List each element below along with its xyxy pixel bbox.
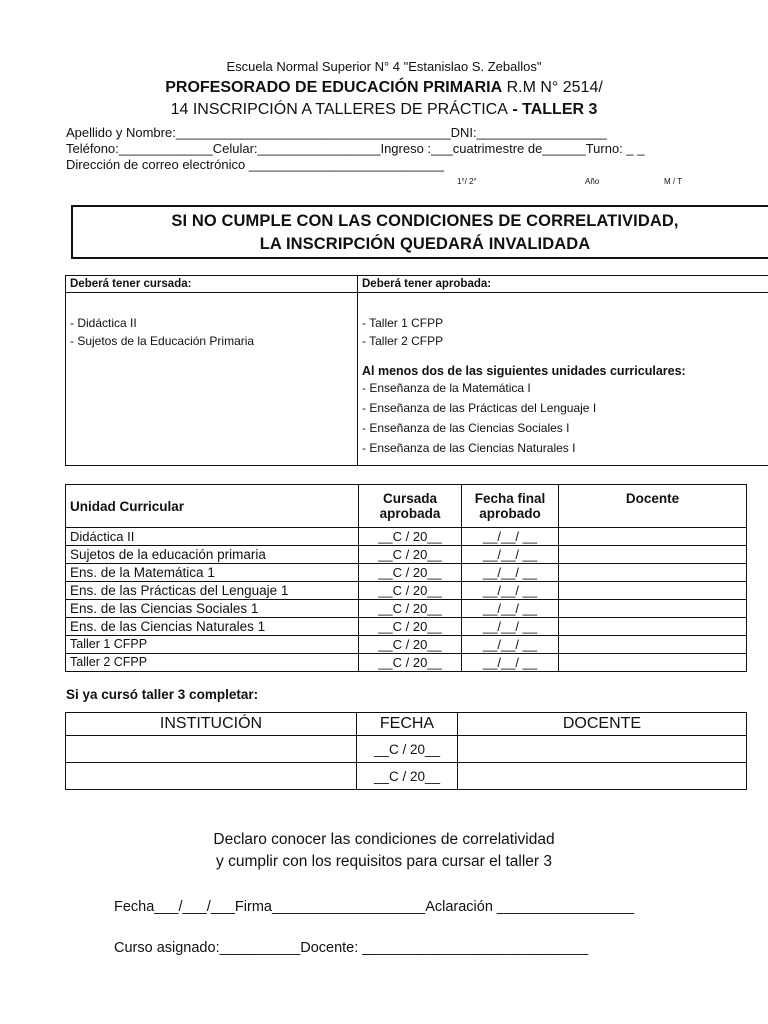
cursada-cell[interactable]: __C / 20__ xyxy=(359,654,462,672)
institucion-cell[interactable] xyxy=(66,736,357,763)
taller3-table xyxy=(65,712,747,790)
course-assignment-line[interactable]: Curso asignado:__________Docente: ____________________________ xyxy=(114,940,589,956)
table-row xyxy=(66,600,747,618)
unit-name: Didáctica II xyxy=(66,528,359,546)
unit-name: Ens. de las Ciencias Naturales 1 xyxy=(66,618,359,636)
docente-cell[interactable] xyxy=(559,582,747,600)
form-title xyxy=(0,101,768,119)
fecha-cell[interactable]: __/__/ __ xyxy=(462,546,559,564)
table-row xyxy=(66,636,747,654)
unit-name: Ens. de las Ciencias Sociales 1 xyxy=(66,600,359,618)
cursada-cell[interactable]: __C / 20__ xyxy=(359,618,462,636)
aprobada-header: Deberá tener aprobada: xyxy=(358,276,768,293)
table-row xyxy=(66,582,747,600)
docente-cell[interactable] xyxy=(559,654,747,672)
docente-cell[interactable] xyxy=(559,618,747,636)
cursada-item: - Didáctica II xyxy=(70,316,137,330)
form-title-prefix: 14 INSCRIPCIÓN A TALLERES DE PRÁCTICA xyxy=(170,101,508,118)
table-row xyxy=(66,564,747,582)
unit-name: Ens. de la Matemática 1 xyxy=(66,564,359,582)
docente-cell[interactable] xyxy=(559,564,747,582)
table-row xyxy=(66,528,747,546)
table-row xyxy=(66,654,747,672)
docente-cell[interactable] xyxy=(559,546,747,564)
table-row xyxy=(66,546,747,564)
field-email[interactable]: Dirección de correo electrónico ___________________________ xyxy=(66,157,445,172)
warning-line-2: LA INSCRIPCIÓN QUEDARÁ INVALIDADA xyxy=(259,235,591,253)
unit-name: Taller 1 CFPP xyxy=(66,636,359,654)
school-name: Escuela Normal Superior N° 4 "Estanislao S. Zeballos" xyxy=(226,59,542,74)
field-name-dni[interactable]: Apellido y Nombre:______________________________________DNI:__________________ xyxy=(66,125,607,140)
cursada-item: - Sujetos de la Educación Primaria xyxy=(70,334,255,348)
docente-header: DOCENTE xyxy=(458,713,747,736)
institucion-cell[interactable] xyxy=(66,763,357,790)
institucion-header: INSTITUCIÓN xyxy=(66,713,357,736)
docente-col-header: Docente xyxy=(559,485,747,528)
fecha-cell[interactable]: __/__/ __ xyxy=(462,618,559,636)
cursada-cell[interactable]: __C / 20__ xyxy=(359,528,462,546)
hint-year: Año xyxy=(585,177,600,186)
fecha-cell[interactable]: __/__/ __ xyxy=(462,528,559,546)
cursada-cell[interactable]: __C / 20__ xyxy=(359,582,462,600)
option-item: - Enseñanza de las Prácticas del Lenguaje I xyxy=(362,401,597,415)
requirements-table xyxy=(65,275,768,466)
cursada-col-header: Cursada aprobada xyxy=(359,485,462,528)
program-title xyxy=(0,79,768,97)
aprobada-cell xyxy=(358,293,768,466)
option-item: - Enseñanza de las Ciencias Naturales I xyxy=(362,441,576,455)
declaration xyxy=(0,829,768,873)
warning-box xyxy=(71,205,768,259)
unit-name: Ens. de las Prácticas del Lenguaje 1 xyxy=(66,582,359,600)
docente-cell[interactable] xyxy=(458,736,747,763)
declaration-line-2: y cumplir con los requisitos para cursar el taller 3 xyxy=(216,853,552,870)
fecha-cell[interactable]: __/__/ __ xyxy=(462,600,559,618)
fecha-cell[interactable]: __/__/ __ xyxy=(462,582,559,600)
cursada-header: Deberá tener cursada: xyxy=(66,276,358,293)
fecha-cell[interactable]: __C / 20__ xyxy=(357,736,458,763)
fecha-col-header: Fecha final aprobado xyxy=(462,485,559,528)
aprobada-item: - Taller 2 CFPP xyxy=(362,334,444,348)
field-phone-turno[interactable]: Teléfono:_____________Celular:_________________Ingreso :___cuatrimestre de______Turno: _ _ xyxy=(66,141,645,156)
unit-name: Sujetos de la educación primaria xyxy=(66,546,359,564)
hint-cuatrimestre: 1°/ 2° xyxy=(457,177,477,186)
fecha-cell[interactable]: __/__/ __ xyxy=(462,654,559,672)
declaration-line-1: Declaro conocer las condiciones de correlatividad xyxy=(213,831,555,848)
cursada-cell[interactable]: __C / 20__ xyxy=(359,600,462,618)
units-table xyxy=(65,484,747,672)
cursada-cell[interactable]: __C / 20__ xyxy=(359,636,462,654)
fecha-cell[interactable]: __/__/ __ xyxy=(462,636,559,654)
fecha-cell[interactable]: __C / 20__ xyxy=(357,763,458,790)
docente-cell[interactable] xyxy=(559,636,747,654)
cursada-cell[interactable]: __C / 20__ xyxy=(359,564,462,582)
unit-header: Unidad Curricular xyxy=(66,485,359,528)
table-row xyxy=(66,763,747,790)
at-least-two-heading: Al menos dos de las siguientes unidades curriculares: xyxy=(362,364,686,378)
unit-name: Taller 2 CFPP xyxy=(66,654,359,672)
aprobada-item: - Taller 1 CFPP xyxy=(362,316,444,330)
signature-line[interactable]: Fecha___/___/___Firma___________________Aclaración _________________ xyxy=(114,899,635,915)
hint-turno: M / T xyxy=(664,177,683,186)
form-title-taller: - TALLER 3 xyxy=(507,101,598,118)
cursada-cell xyxy=(66,293,358,466)
cursada-cell[interactable]: __C / 20__ xyxy=(359,546,462,564)
option-item: - Enseñanza de las Ciencias Sociales I xyxy=(362,421,570,435)
docente-cell[interactable] xyxy=(559,528,747,546)
program-name: PROFESORADO DE EDUCACIÓN PRIMARIA xyxy=(165,79,503,96)
warning-line-1: SI NO CUMPLE CON LAS CONDICIONES DE CORRELATIVIDAD, xyxy=(171,212,679,230)
table-row xyxy=(66,618,747,636)
fecha-cell[interactable]: __/__/ __ xyxy=(462,564,559,582)
docente-cell[interactable] xyxy=(559,600,747,618)
taller3-label: Si ya cursó taller 3 completar: xyxy=(66,687,259,702)
docente-cell[interactable] xyxy=(458,763,747,790)
program-resolution: R.M N° 2514/ xyxy=(502,79,603,96)
fecha-header: FECHA xyxy=(357,713,458,736)
table-row xyxy=(66,736,747,763)
option-item: - Enseñanza de la Matemática I xyxy=(362,381,531,395)
